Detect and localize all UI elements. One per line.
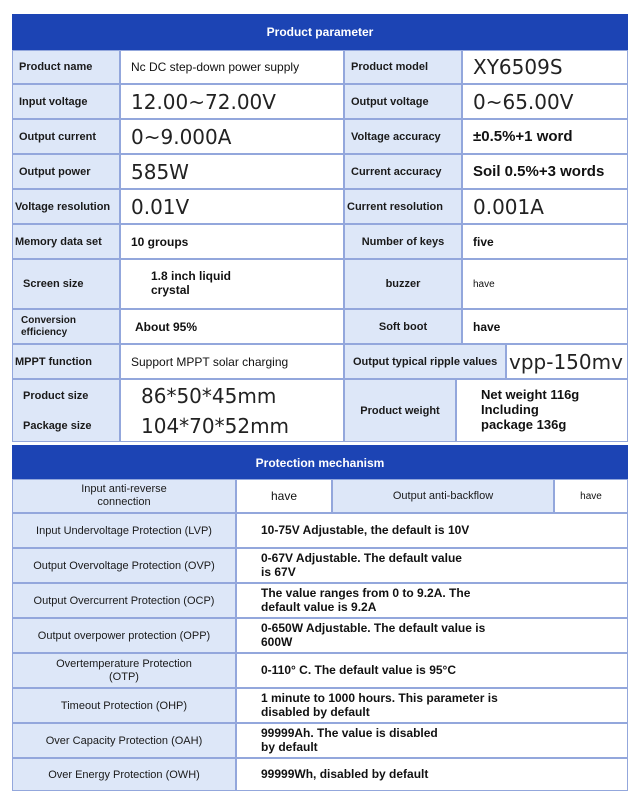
memory-data-label: Memory data set	[12, 224, 120, 259]
owh-value: 99999Wh, disabled by default	[236, 758, 628, 791]
package-size-label: Package size	[12, 411, 120, 442]
ocp-value: The value ranges from 0 to 9.2A. The default value is 9.2A	[236, 583, 628, 618]
output-voltage-value: 0~65.00V	[462, 84, 628, 119]
buzzer-label: buzzer	[344, 259, 462, 309]
screen-size-label: Screen size	[12, 259, 120, 309]
lvp-value: 10-75V Adjustable, the default is 10V	[236, 513, 628, 548]
ovp-label: Output Overvoltage Protection (OVP)	[12, 548, 236, 583]
output-current-label: Output current	[12, 119, 120, 154]
input-voltage-value: 12.00~72.00V	[120, 84, 344, 119]
soft-boot-value: have	[462, 309, 628, 344]
number-of-keys-label: Number of keys	[344, 224, 462, 259]
anti-backflow-label: Output anti-backflow	[332, 479, 554, 513]
number-of-keys-value: five	[462, 224, 628, 259]
product-name-label: Product name	[12, 50, 120, 84]
current-resolution-label: Current resolution	[344, 189, 462, 224]
product-weight-label: Product weight	[344, 379, 456, 442]
opp-label: Output overpower protection (OPP)	[12, 618, 236, 653]
product-weight-value: Net weight 116g Including package 136g	[456, 379, 628, 442]
ripple-value: vpp-150mv	[506, 344, 628, 379]
ohp-value: 1 minute to 1000 hours. This parameter is disabled by default	[236, 688, 628, 723]
anti-reverse-value: have	[236, 479, 332, 513]
current-accuracy-value: Soil 0.5%+3 words	[462, 154, 628, 189]
otp-label: Overtemperature Protection (OTP)	[12, 653, 236, 688]
product-parameter-title: Product parameter	[12, 14, 628, 50]
output-power-value: 585W	[120, 154, 344, 189]
lvp-label: Input Undervoltage Protection (LVP)	[12, 513, 236, 548]
screen-size-value: 1.8 inch liquid crystal	[120, 259, 344, 309]
oah-label: Over Capacity Protection (OAH)	[12, 723, 236, 758]
ocp-label: Output Overcurrent Protection (OCP)	[12, 583, 236, 618]
ovp-value: 0-67V Adjustable. The default value is 67V	[236, 548, 628, 583]
mppt-function-value: Support MPPT solar charging	[120, 344, 344, 379]
conversion-efficiency-value: About 95%	[120, 309, 344, 344]
anti-backflow-value: have	[554, 479, 628, 513]
otp-value: 0-110° C. The default value is 95°C	[236, 653, 628, 688]
output-current-value: 0~9.000A	[120, 119, 344, 154]
product-size-value: 86*50*45mm	[120, 379, 344, 411]
ohp-label: Timeout Protection (OHP)	[12, 688, 236, 723]
product-name-value: Nc DC step-down power supply	[120, 50, 344, 84]
package-size-value: 104*70*52mm	[120, 411, 344, 442]
soft-boot-label: Soft boot	[344, 309, 462, 344]
voltage-resolution-value: 0.01V	[120, 189, 344, 224]
input-voltage-label: Input voltage	[12, 84, 120, 119]
current-resolution-value: 0.001A	[462, 189, 628, 224]
mppt-function-label: MPPT function	[12, 344, 120, 379]
buzzer-value: have	[462, 259, 628, 309]
voltage-accuracy-label: Voltage accuracy	[344, 119, 462, 154]
product-size-label: Product size	[12, 379, 120, 411]
opp-value: 0-650W Adjustable. The default value is 600W	[236, 618, 628, 653]
current-accuracy-label: Current accuracy	[344, 154, 462, 189]
product-model-value: XY6509S	[462, 50, 628, 84]
output-voltage-label: Output voltage	[344, 84, 462, 119]
voltage-accuracy-value: ±0.5%+1 word	[462, 119, 628, 154]
output-power-label: Output power	[12, 154, 120, 189]
memory-data-value: 10 groups	[120, 224, 344, 259]
conversion-efficiency-label: Conversion efficiency	[12, 309, 120, 344]
ripple-label: Output typical ripple values	[344, 344, 506, 379]
voltage-resolution-label: Voltage resolution	[12, 189, 120, 224]
owh-label: Over Energy Protection (OWH)	[12, 758, 236, 791]
oah-value: 99999Ah. The value is disabled by default	[236, 723, 628, 758]
anti-reverse-label: Input anti-reverse connection	[12, 479, 236, 513]
protection-mechanism-title: Protection mechanism	[12, 445, 628, 481]
product-model-label: Product model	[344, 50, 462, 84]
